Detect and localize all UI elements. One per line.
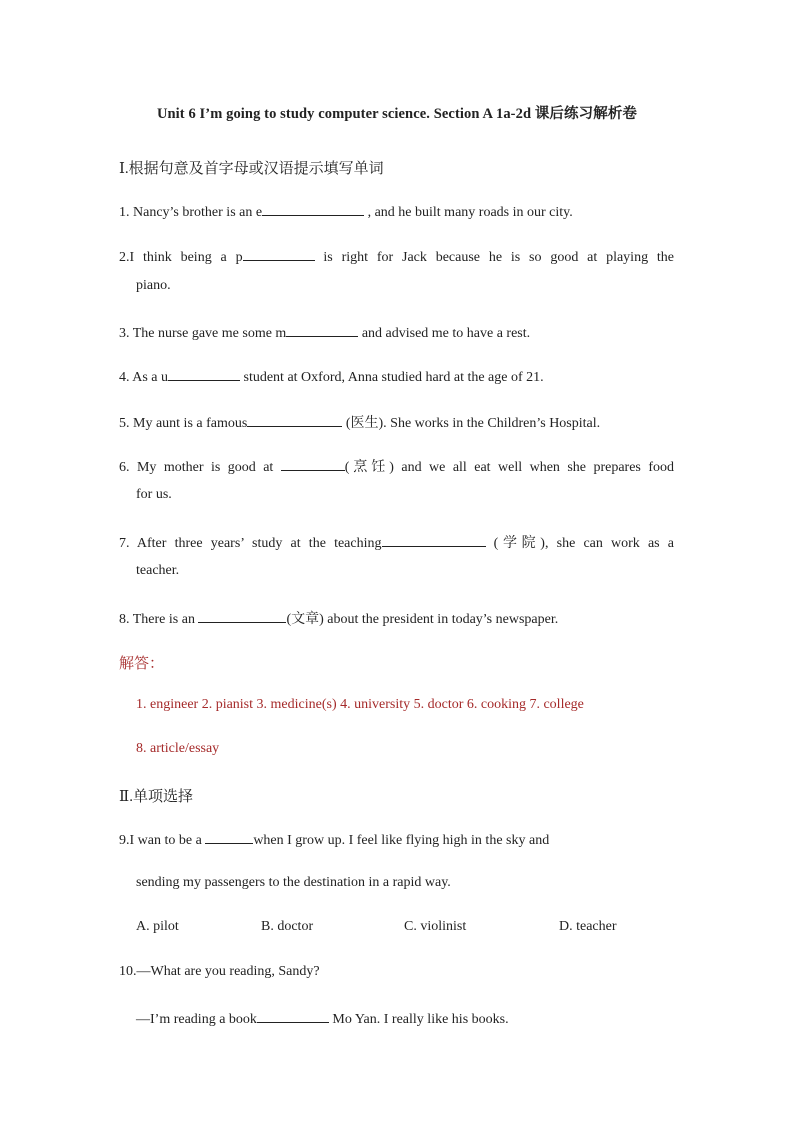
question-10-text-c: Mo Yan. I really like his books. (328, 1012, 509, 1027)
question-1-blank (262, 202, 364, 216)
question-5-blank (247, 413, 342, 427)
question-4-blank (168, 367, 240, 381)
question-3 (119, 323, 530, 342)
option-c: C. violinist (404, 919, 467, 934)
option-d: D. teacher (559, 919, 617, 934)
question-8-blank (198, 609, 286, 623)
question-7-text-a: 7. After three years’ study at the teaching (119, 536, 382, 551)
question-2-continuation: piano. (136, 278, 171, 293)
question-10-text-b: —I’m reading a book (136, 1012, 257, 1027)
question-3-text-a: 3. The nurse gave me some m (119, 326, 287, 341)
question-4-text-a: 4. As a u (119, 370, 168, 385)
question-6 (119, 456, 674, 476)
section-1-heading: Ⅰ.根据句意及首字母或汉语提示填写单词 (119, 161, 384, 177)
answer-line-2: 8. article/essay (136, 741, 220, 756)
question-3-text-b: and advised me to have a rest. (358, 326, 531, 341)
option-b: B. doctor (261, 919, 314, 934)
question-9-blank (205, 830, 253, 844)
question-9 (119, 830, 549, 849)
question-4-text-b: student at Oxford, Anna studied hard at the age of 21. (240, 370, 544, 385)
question-6-text-a: 6. My mother is good at (119, 460, 281, 475)
answer-line-1: 1. engineer 2. pianist 3. medicine(s) 4. university 5. doctor 6. cooking 7. college (136, 697, 584, 712)
question-7 (119, 532, 674, 552)
question-10-reply (136, 1009, 509, 1028)
question-1 (119, 202, 573, 221)
question-8-text-b: (文章) about the president in today’s newspaper. (286, 612, 559, 627)
question-2 (119, 247, 674, 266)
question-8 (119, 608, 558, 628)
document-title: Unit 6 I’m going to study computer science. Section A 1a-2d 课后练习解析卷 (156, 106, 638, 122)
question-1-text-b: , and he built many roads in our city. (364, 205, 573, 220)
question-6-text-b: (烹饪) and we all eat well when she prepares food (344, 460, 674, 475)
question-3-blank (286, 323, 358, 337)
question-10: 10.—What are you reading, Sandy? (119, 964, 320, 979)
question-5-text-b: (医生). She works in the Children’s Hospital. (342, 416, 601, 431)
question-10-blank (257, 1009, 329, 1023)
question-5 (119, 412, 600, 432)
answer-label: 解答： (119, 656, 165, 672)
question-9-text-a: 9.I wan to be a (119, 833, 206, 848)
question-7-blank (382, 533, 486, 547)
question-6-blank (281, 457, 345, 471)
question-5-text-a: 5. My aunt is a famous (119, 416, 248, 431)
question-7-text-b: (学院), she can work as a (485, 536, 675, 551)
question-2-blank (243, 247, 315, 261)
option-a: A. pilot (136, 919, 179, 934)
question-7-continuation: teacher. (136, 563, 180, 578)
question-9-text-b: when I grow up. I feel like flying high in the sky and (253, 833, 550, 848)
question-8-text-a: 8. There is an (119, 612, 199, 627)
section-2-heading: Ⅱ.单项选择 (119, 789, 193, 805)
question-2-text-a: 2.I think being a p (119, 250, 243, 265)
question-2-text-b: is right for Jack because he is so good at playing the (314, 250, 674, 265)
question-4 (119, 367, 544, 386)
question-1-text-a: 1. Nancy’s brother is an e (119, 205, 263, 220)
question-9-continuation: sending my passengers to the destination in a rapid way. (136, 875, 451, 890)
question-6-continuation: for us. (136, 487, 172, 502)
